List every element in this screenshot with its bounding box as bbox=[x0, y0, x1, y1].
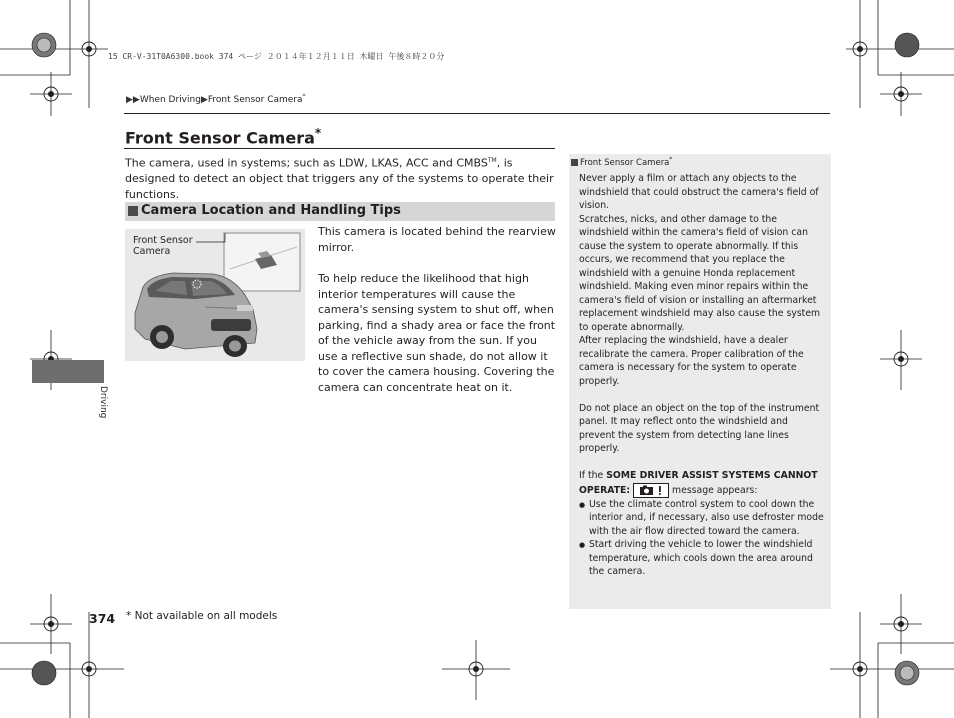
breadcrumb-star: * bbox=[302, 93, 306, 100]
chapter-tab bbox=[32, 360, 104, 383]
figure-label bbox=[133, 235, 193, 257]
sidebar-paragraph-1: Never apply a film or attach any objects to the windshield that could obstruct the camera's field of vision. bbox=[579, 173, 819, 211]
sidebar-heading-star: * bbox=[669, 156, 673, 163]
sidebar-heading bbox=[571, 156, 672, 168]
breadcrumb-current: Front Sensor Camera bbox=[207, 95, 303, 105]
sidebar-paragraph-3: After replacing the windshield, have a dealer recalibrate the camera. Proper calibration of the camera is necessary for the system to operate properly. bbox=[579, 335, 804, 387]
sidebar-p5-suffix: message appears: bbox=[669, 484, 758, 496]
print-header-note: 15 CR-V-31T0A6300.book 374 ページ ２０１４年１２月１１日 木曜日 午後８時２０分 bbox=[108, 52, 445, 61]
sidebar-paragraph-2: Scratches, nicks, and other damage to the windshield within the camera's field of vision can cause the system to operate abnormally. If this occurs, we recommend that you replace the windshield with a genuine Honda replacement windshield. Making even minor repairs within the camera's field of vision or installing an aftermarket replacement windshield may also cause the system to operate abnormally. bbox=[579, 213, 821, 333]
sidebar-heading-text: Front Sensor Camera bbox=[580, 157, 670, 168]
sidebar-p5-bold: SOME DRIVER ASSIST SYSTEMS CANNOT OPERATE: bbox=[579, 470, 818, 496]
breadcrumb-section-link[interactable]: When Driving bbox=[139, 95, 201, 105]
section-title: Camera Location and Handling Tips bbox=[141, 203, 401, 218]
chapter-tab-label: Driving bbox=[98, 386, 108, 419]
sidebar-p5-prefix: If the bbox=[579, 470, 607, 481]
figure-label-line2: Camera bbox=[133, 246, 171, 257]
camera-message-icon bbox=[633, 483, 669, 498]
sidebar-body bbox=[579, 172, 824, 579]
sidebar-paragraph-4: Do not place an object on the top of the instrument panel. It may reflect onto the windshield and prevent the system from detecting lane lines properly. bbox=[579, 402, 820, 454]
page-title bbox=[125, 126, 321, 147]
section-body bbox=[318, 224, 556, 411]
header-rule bbox=[124, 113, 830, 114]
title-rule bbox=[124, 148, 555, 149]
page-title-text: Front Sensor Camera bbox=[125, 128, 315, 148]
body-paragraph-2: To help reduce the likelihood that high interior temperatures will cause the camera's sensing system to shut off, when parking, find a shady area or face the front of the vehicle away from the sun. If you use a reflective sun shade, do not allow it to cover the camera housing. Covering the camera can concentrate heat on it. bbox=[318, 272, 556, 394]
sidebar-bullet-1: ● Use the climate control system to cool down the interior and, if necessary, also use defroster mode with the air flow directed toward the camera. bbox=[589, 498, 824, 539]
figure-label-line1: Front Sensor bbox=[133, 235, 193, 246]
section-square-icon bbox=[128, 206, 138, 216]
breadcrumb-separator: ▶ bbox=[200, 95, 208, 105]
note-marker-icon bbox=[571, 159, 578, 166]
sidebar-bullet-list bbox=[579, 498, 824, 579]
page-number: 374 bbox=[89, 611, 116, 626]
breadcrumb bbox=[126, 93, 306, 105]
page-title-star: * bbox=[314, 126, 322, 140]
body-paragraph-1: This camera is located behind the rearview mirror. bbox=[318, 225, 556, 254]
intro-text: The camera, used in systems; such as LDW, LKAS, ACC and CMBS bbox=[125, 156, 488, 170]
footnote: * Not available on all models bbox=[126, 610, 278, 622]
trademark-mark: TM bbox=[487, 157, 497, 164]
sidebar-paragraph-5 bbox=[579, 469, 824, 498]
intro-paragraph bbox=[125, 153, 557, 202]
sidebar-bullet-2: ● Start driving the vehicle to lower the windshield temperature, which cools down the area around the camera. bbox=[589, 538, 824, 579]
intro-text-continued: , is designed to detect an object that triggers any of the systems to operate their functions. bbox=[125, 156, 554, 201]
breadcrumb-arrows: ▶▶ bbox=[126, 95, 140, 105]
